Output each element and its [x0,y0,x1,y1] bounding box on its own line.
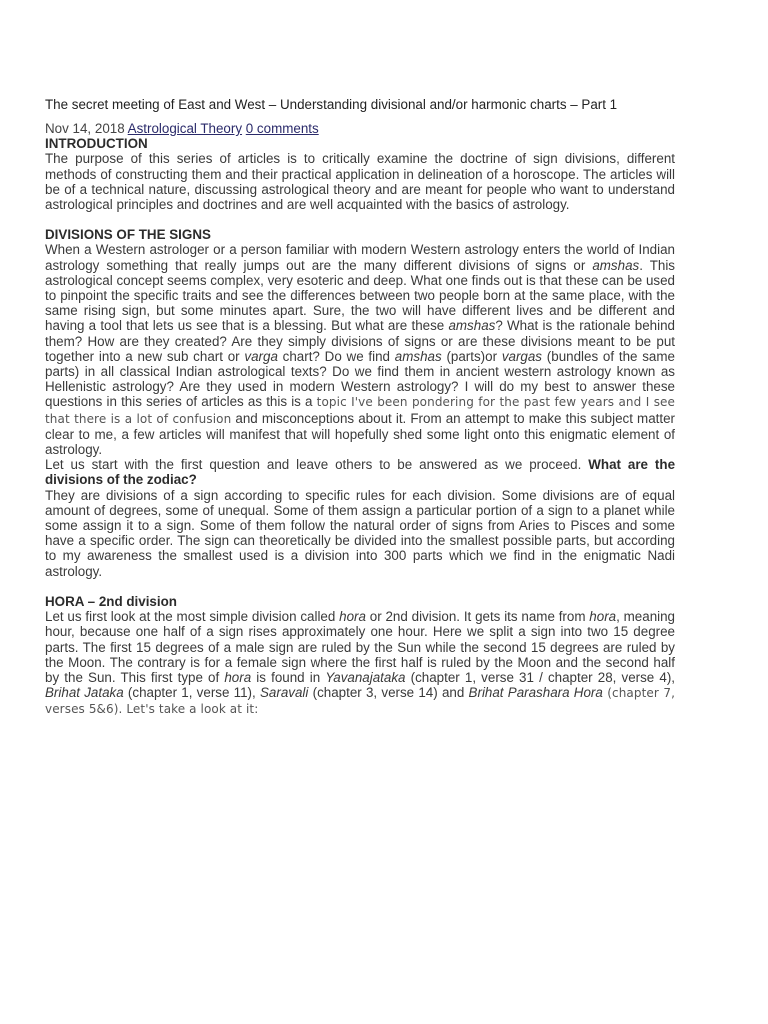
post-date: Nov 14, 2018 [45,121,125,136]
hora-paragraph: Let us first look at the most simple division called hora or 2nd division. It gets its name from hora, meaning hour, because one half of a sign rises approximately one hour. Here we split a sign into two 15 degree parts. The first 15 degrees of a male sign are ruled by the Sun while the second 15 degrees are ruled by the Moon. The contrary is for a female sign where the first half is ruled by the Moon and the second half by the Sun. This first type of hora is found in Yavanajataka (chapter 1, verse 31 / chapter 28, verse 4), Brihat Jataka (chapter 1, verse 11), Saravali (chapter 3, verse 14) and Brihat Parashara Hora (chapter 7, verses 5&6). Let's take a look at it: [45,609,676,717]
article-body [45,121,675,718]
divisions-paragraph-1: When a Western astrologer or a person familiar with modern Western astrology enters the world of Indian astrology something that really jumps out are the many different divisions of signs or amshas. This astrological concept seems complex, very esoteric and deep. What one finds out is that these can be used to pinpoint the specific traits and see the differences between two people born at the same place, with the same rising sign, but some minutes apart. Sure, the two will have different lives and be different and having a tool that lets us see that is a blessing. But what are these amshas? What is the rationale behind them? How are they created? Are they simply divisions of signs or are these divisions meant to be put together into a new sub chart or varga chart? Do we find amshas (parts)or vargas (bundles of the same parts) in all classical Indian astrological texts? Do we find them in ancient western astrology known as Hellenistic astrology? Are they used in modern Western astrology? I will do my best to answer these questions in this series of articles as this is a topic I've been pondering for the past few years and I see that there is a lot of confusion and misconceptions about it. From an attempt to make this subject matter clear to me, a few articles will manifest that will hopefully shed some light onto this enigmatic element of astrology. [45,242,676,458]
article-meta [45,121,675,136]
intro-heading: INTRODUCTION [45,136,148,152]
divisions-paragraph-3: They are divisions of a sign according to specific rules for each division. Some divisions are of equal amount of degrees, some of unequal. Some of them assign a particular portion of a sign to a planet while some assign it to a sign. Some of them follow the natural order of signs from Aries to Pisces and some have a specific order. The sign can theoretically be divided into the smallest possible parts, but according to my awareness the smallest used is a division into 300 parts which we find in the enigmatic Nadi astrology. [45,487,675,579]
comments-link[interactable]: 0 comments [245,121,319,136]
intro-paragraph: The purpose of this series of articles is to critically examine the doctrine of sign divisions, different methods of constructing them and their practical application in delineation of a horoscope. The articles will be of a technical nature, discussing astrological theory and are meant for people who want to understand astrological principles and doctrines and are well acquainted with the basics of astrology. [45,151,675,213]
article-title: The secret meeting of East and West – Understanding divisional and/or harmonic charts – Part 1 [45,97,618,112]
divisions-heading: DIVISIONS OF THE SIGNS [45,227,211,243]
category-link[interactable]: Astrological Theory [127,121,243,136]
divisions-paragraph-2: Let us start with the first question and leave others to be answered as we proceed. What are the divisions of the zodiac? [45,457,676,488]
hora-heading: HORA – 2nd division [45,593,177,609]
